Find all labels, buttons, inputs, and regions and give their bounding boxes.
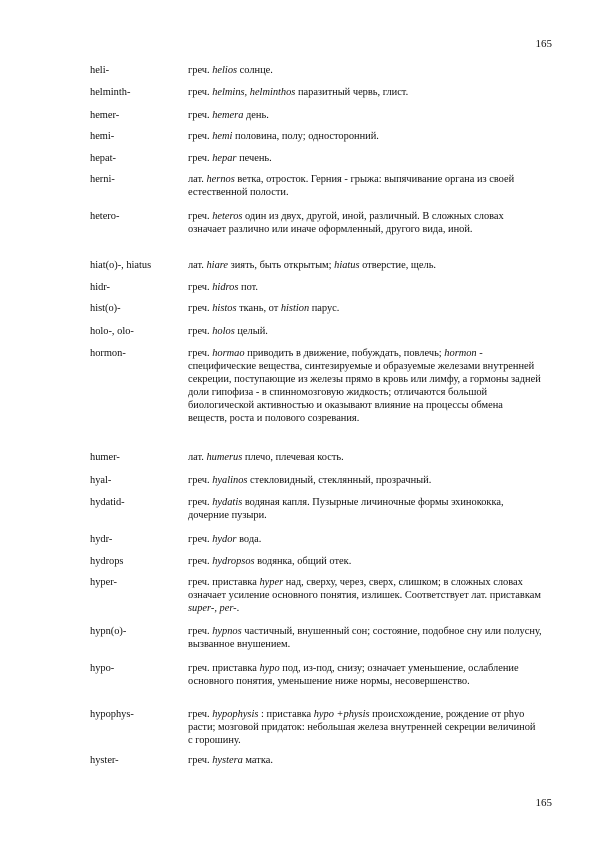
entry-definition <box>188 109 542 122</box>
entry-definition <box>188 86 542 99</box>
definition-text: лат. <box>188 452 207 463</box>
entry-term: hepat- <box>90 153 116 164</box>
definition-text: частичный, внушенный сон; состояние, подобное сну или полусну, вызванное внушением. <box>188 626 542 650</box>
etymon-word: hypo +physis <box>313 709 370 720</box>
definition-text: греч. <box>188 282 213 293</box>
etymon-word: hypo <box>259 663 280 674</box>
entry-term: hypophys- <box>90 709 134 720</box>
entry-term: hemi- <box>90 131 115 142</box>
entry-definition <box>188 662 542 688</box>
definition-text: греч. <box>188 303 213 314</box>
definition-text: ветка, отросток. Герния - грыжа: выпячивание органа из своей естественной полости. <box>188 174 515 198</box>
entry-term: hyper- <box>90 577 117 588</box>
etymon-word: helmins, helminthos <box>212 87 296 98</box>
entry-definition <box>188 754 542 767</box>
definition-text: лат. <box>188 174 207 185</box>
etymon-word: hypophysis <box>212 709 259 720</box>
definition-text: плечо, плечевая кость. <box>242 452 344 463</box>
etymon-word: hepar <box>212 153 237 164</box>
definition-text: печень. <box>236 153 272 164</box>
entry-definition <box>188 533 542 546</box>
definition-text: греч. <box>188 87 213 98</box>
etymon-word: hormao <box>212 348 245 359</box>
entry-definition <box>188 152 542 165</box>
definition-text: целый. <box>234 326 268 337</box>
definition-text: греч. приставка <box>188 663 260 674</box>
etymon-word: holos <box>212 326 235 337</box>
definition-text: паразитный червь, глист. <box>295 87 409 98</box>
etymon-word: histion <box>280 303 310 314</box>
entry-definition <box>188 625 542 651</box>
page-number-top: 165 <box>535 38 552 50</box>
definition-text: водянка, общий отек. <box>254 556 352 567</box>
definition-text: происхождение, рождение от phyo расти; мозговой придаток: небольшая железа внутренней секреции величиной с горошину. <box>188 709 536 746</box>
definition-text: греч. приставка <box>188 577 260 588</box>
entry-term: hypn(o)- <box>90 626 127 637</box>
entry-definition <box>188 210 542 236</box>
definition-text: греч. <box>188 755 213 766</box>
definition-text: день. <box>243 110 269 121</box>
entry-term: hemer- <box>90 110 120 121</box>
definition-text: : приставка <box>258 709 314 720</box>
etymon-word: hormon <box>444 348 477 359</box>
definition-text: пот. <box>238 282 258 293</box>
definition-text: парус. <box>309 303 340 314</box>
etymon-word: hemi <box>212 131 233 142</box>
definition-text: греч. <box>188 709 213 720</box>
entry-definition <box>188 130 542 143</box>
entry-definition <box>188 576 542 615</box>
entry-definition <box>188 555 542 568</box>
entry-definition <box>188 64 542 77</box>
definition-text: греч. <box>188 211 213 222</box>
entry-term: holo-, olo- <box>90 326 134 337</box>
definition-text: греч. <box>188 153 213 164</box>
definition-text: греч. <box>188 131 213 142</box>
etymon-word: hemera <box>212 110 244 121</box>
definition-text: греч. <box>188 626 213 637</box>
definition-text: греч. <box>188 348 213 359</box>
etymon-word: super-, per- <box>188 603 237 614</box>
definition-text: греч. <box>188 475 213 486</box>
definition-text: лат. <box>188 260 207 271</box>
etymon-word: hypnos <box>212 626 242 637</box>
definition-text: половина, полу; односторонний. <box>232 131 379 142</box>
definition-text: один из двух, другой, иной, различный. В сложных словах означает различно или иначе оформленный, другого вида, иной. <box>188 211 504 235</box>
entry-term: hormon- <box>90 348 126 359</box>
definition-text: солнце. <box>237 65 273 76</box>
etymon-word: hyalinos <box>212 475 248 486</box>
etymon-word: hystera <box>212 755 243 766</box>
definition-text: матка. <box>242 755 273 766</box>
definition-text: вода. <box>236 534 262 545</box>
definition-text: зиять, быть открытым; <box>228 260 335 271</box>
definition-text: греч. <box>188 326 213 337</box>
definition-text: стекловидный, стеклянный, прозрачный. <box>247 475 432 486</box>
entry-term: hetero- <box>90 211 120 222</box>
definition-text: греч. <box>188 534 213 545</box>
etymon-word: hyper <box>259 577 284 588</box>
etymon-word: hydropsos <box>212 556 255 567</box>
definition-text: под, из-под, снизу; означает уменьшение, ослабление основного понятия, уменьшение ниже нормы, несовершенство. <box>188 663 519 687</box>
entry-term: hyal- <box>90 475 112 486</box>
etymon-word: helios <box>212 65 238 76</box>
etymon-word: histos <box>212 303 237 314</box>
entry-term: humer- <box>90 452 120 463</box>
definition-text: . <box>236 603 240 614</box>
definition-text: водяная капля. Пузырные личиночные формы эхинококка, дочерние пузыри. <box>188 497 504 521</box>
entry-term: hiat(o)-, hiatus <box>90 260 152 271</box>
definition-text: ткань, от <box>236 303 281 314</box>
etymon-word: hydor <box>212 534 237 545</box>
entry-term: hydrops <box>90 556 124 567</box>
entry-definition <box>188 281 542 294</box>
entry-term: hidr- <box>90 282 110 293</box>
definition-text: греч. <box>188 65 213 76</box>
etymon-word: hidros <box>212 282 239 293</box>
definition-text: греч. <box>188 110 213 121</box>
entry-definition <box>188 302 542 315</box>
etymon-word: hydatis <box>212 497 243 508</box>
entry-definition <box>188 474 542 487</box>
definition-text: греч. <box>188 497 213 508</box>
entry-term: hydatid- <box>90 497 125 508</box>
etymon-word: hiatus <box>334 260 360 271</box>
entry-term: hist(o)- <box>90 303 121 314</box>
entry-term: helminth- <box>90 87 131 98</box>
etymon-word: hiare <box>206 260 229 271</box>
definition-text: над, сверху, через, сверх, слишком; в сложных словах означает усиление основного понятия, излишек. Соответствует лат. приставкам <box>188 577 541 601</box>
etymon-word: humerus <box>206 452 243 463</box>
entry-definition <box>188 325 542 338</box>
entry-definition <box>188 347 542 425</box>
entry-term: herni- <box>90 174 115 185</box>
definition-text: - специфические вещества, синтезируемые и образуемые железами внутренней секреции, поступающие из железы прямо в кровь или лимфу, а гормоны задней доли гипофиза - в спинномозговую жидкость; отличаются большой биологической активностью и оказывают влияние на процессы обмена веществ, роста и полового созревания. <box>188 348 541 424</box>
entry-term: hydr- <box>90 534 113 545</box>
entry-term: hyster- <box>90 755 119 766</box>
entry-definition <box>188 496 542 522</box>
definition-text: приводить в движение, побуждать, повлечь; <box>244 348 445 359</box>
entry-definition <box>188 259 542 272</box>
definition-text: греч. <box>188 556 213 567</box>
definition-text: отверстие, щель. <box>359 260 437 271</box>
etymon-word: heteros <box>212 211 243 222</box>
entry-term: hypo- <box>90 663 115 674</box>
entry-definition <box>188 708 542 747</box>
entry-definition <box>188 451 542 464</box>
etymon-word: hernos <box>206 174 235 185</box>
entry-definition <box>188 173 542 199</box>
page-number-bottom: 165 <box>535 797 552 809</box>
entry-term: heli- <box>90 65 110 76</box>
